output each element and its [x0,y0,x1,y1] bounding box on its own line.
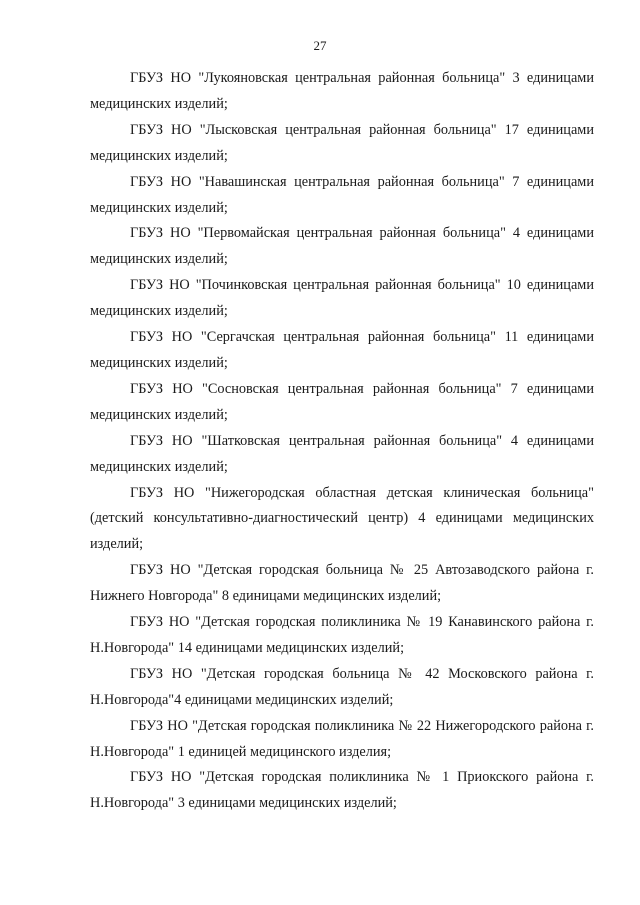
paragraph-lukoyanov: ГБУЗ НО "Лукояновская центральная районная больница" 3 единицами медицинских изделий; [90,70,594,112]
paragraph-pochinki: ГБУЗ НО "Починковская центральная районная больница" 10 единицами медицинских изделий; [90,277,594,320]
page-number: 27 [313,38,327,53]
paragraph-regional-childrens-hospital: ГБУЗ НО "Нижегородская областная детская клиническая больница" (детский консультативно-диагностический центр) 4 единицами медицинских изделий; [90,484,594,553]
paragraph-childrens-hospital-25: ГБУЗ НО "Детская городская больница № 25 Автозаводского района г. Нижнего Новгорода" 8 единицами медицинских изделий; [90,562,594,605]
paragraph-lyskovo: ГБУЗ НО "Лысковская центральная районная больница" 17 единицами медицинских изделий; [90,121,594,164]
document-body [90,66,594,817]
paragraph-shatki: ГБУЗ НО "Шатковская центральная районная больница" 4 единицами медицинских изделий; [90,432,594,475]
paragraph-childrens-hospital-42: ГБУЗ НО "Детская городская больница № 42 Московского района г. Н.Новгорода"4 единицами медицинских изделий; [90,665,594,708]
paragraph-sosnovskoe: ГБУЗ НО "Сосновская центральная районная больница" 7 единицами медицинских изделий; [90,380,594,423]
paragraph-sergach: ГБУЗ НО "Сергачская центральная районная больница" 11 единицами медицинских изделий; [90,329,594,371]
paragraph-childrens-clinic-1: ГБУЗ НО "Детская городская поликлиника № 1 Приокского района г. Н.Новгорода" 3 единицами медицинских изделий; [90,769,594,812]
paragraph-navashino: ГБУЗ НО "Навашинская центральная районная больница" 7 единицами медицинских изделий; [90,173,594,216]
paragraph-childrens-clinic-22: ГБУЗ НО "Детская городская поликлиника № 22 Нижегородского района г. Н.Новгорода" 1 единицей медицинского изделия; [90,717,594,760]
paragraph-pervomaisk: ГБУЗ НО "Первомайская центральная районная больница" 4 единицами медицинских изделий; [90,225,594,268]
paragraph-childrens-clinic-19: ГБУЗ НО "Детская городская поликлиника № 19 Канавинского района г. Н.Новгорода" 14 единицами медицинских изделий; [90,614,594,656]
